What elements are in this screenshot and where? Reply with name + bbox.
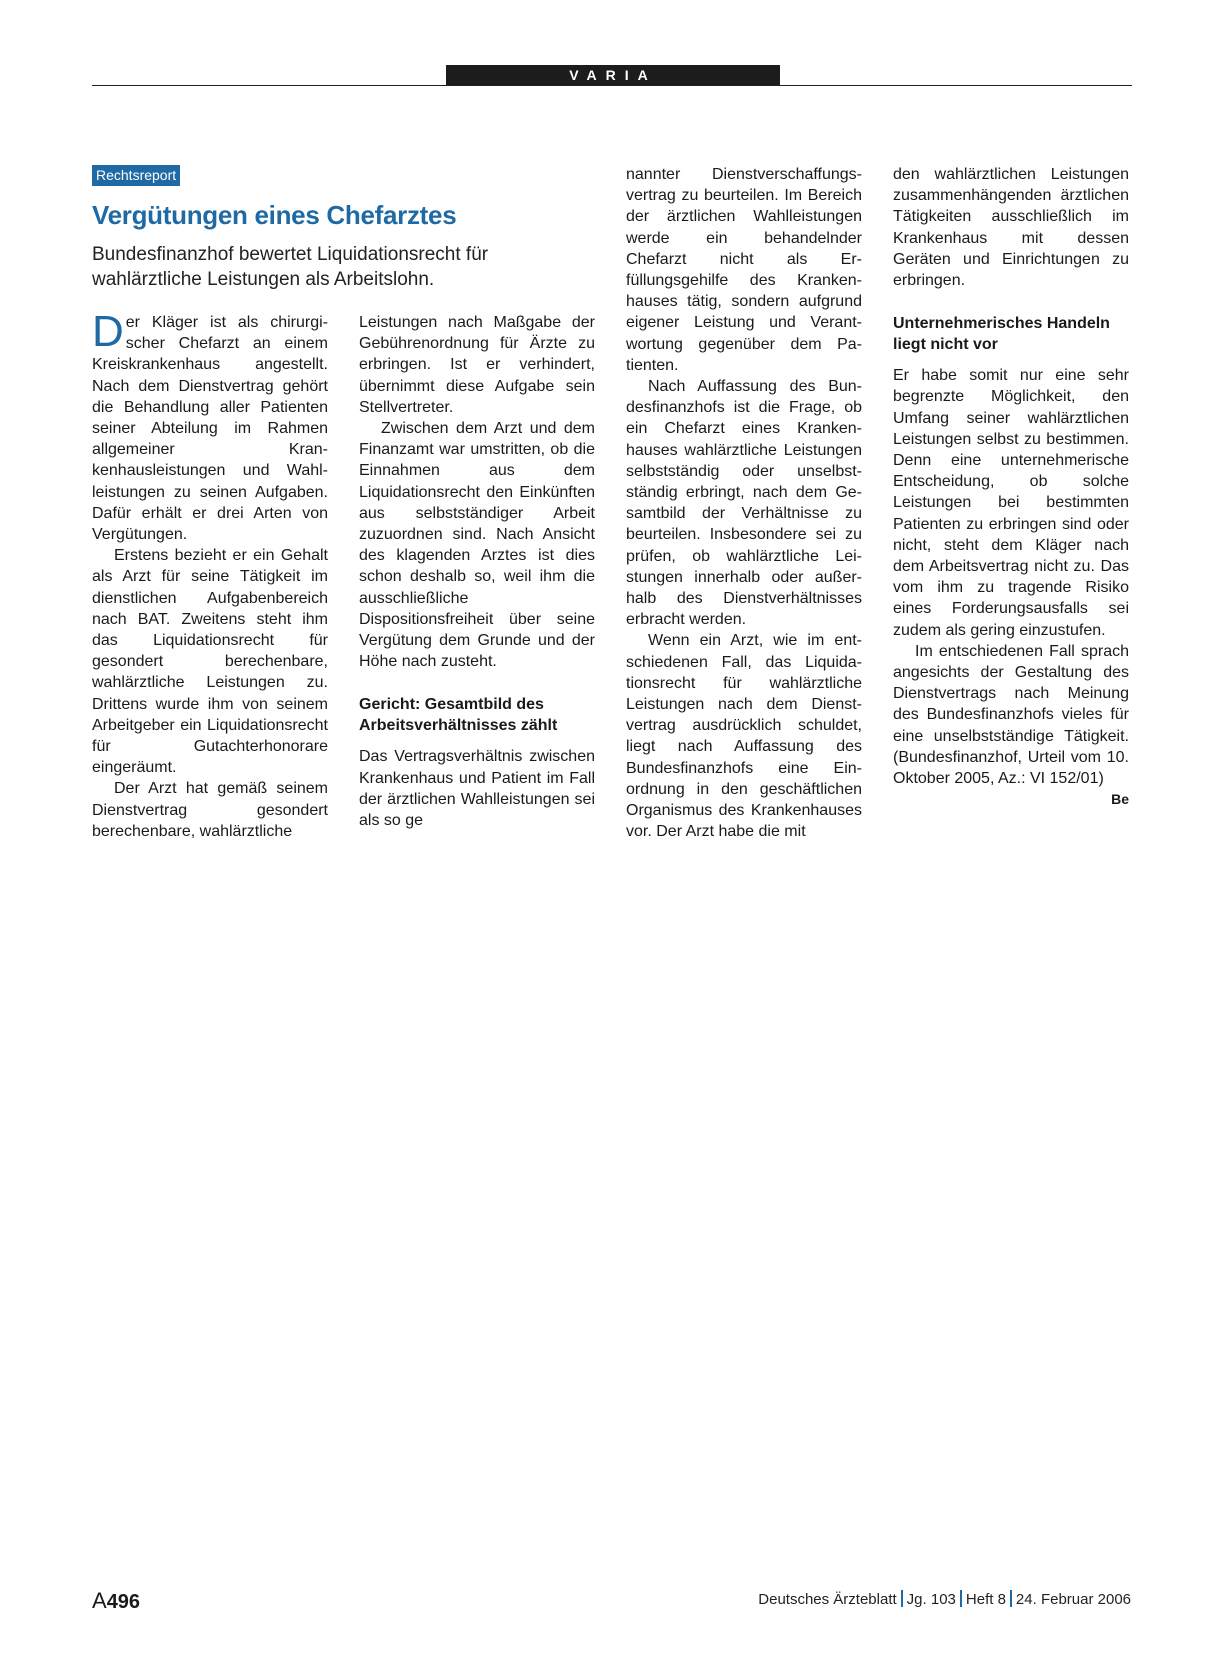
- paragraph: den wahlärztlichen Leistungen zusammenhängenden ärztlichen Tätigkeiten ausschließlich im Krankenhaus mit dessen Geräten und Einrichtungen zu erbringen.: [893, 166, 1129, 290]
- journal-name: Deutsches Ärzteblatt: [758, 1591, 897, 1608]
- paragraph: Das Vertragsverhältnis zwischen Krankenhaus und Patient im Fall der ärztlichen Wahlleistungen sei als so ge: [359, 748, 595, 830]
- author-signature: Be: [1111, 791, 1129, 808]
- paragraph: Der Arzt hat gemäß seinem Dienstvertrag gesondert berechenbare, wahlärztliche: [92, 780, 328, 840]
- paragraph: nannter Dienstverschaffungsvertrag zu beurteilen. Im Bereich der ärztlichen Wahlleistungen werde ein behandelnder Chefarzt nicht als Erfüllungsgehilfe des Krankenhauses tätig, sondern aufgrund eigener Leistung und Verantwortung gegenüber dem Patienten.: [626, 166, 862, 374]
- column-4: [893, 164, 1129, 810]
- header-rule: [92, 85, 1132, 86]
- article-title: Vergütungen eines Chefarztes: [92, 200, 457, 230]
- journal-date: 24. Februar 2006: [1015, 1591, 1131, 1608]
- footer-separator: [960, 1590, 962, 1607]
- column-2: [359, 312, 595, 831]
- page-prefix: A: [92, 1588, 107, 1613]
- column-3: [626, 164, 862, 843]
- section-label: VARIA: [446, 65, 780, 86]
- column-1: [92, 307, 328, 842]
- journal-footer: [758, 1590, 1131, 1608]
- paragraph: Zwischen dem Arzt und dem Finanzamt war umstritten, ob die Einnahmen aus dem Liquidationsrecht den Einkünften aus selbstständiger Arbeit zuzuordnen sind. Nach Ansicht des klagenden Arztes ist dies schon deshalb so, weil ihm die ausschließliche Dispositionsfreiheit über seine Vergütung dem Grunde und der Höhe nach zusteht.: [359, 420, 595, 671]
- page-number: [92, 1588, 140, 1614]
- journal-issue: Heft 8: [965, 1591, 1006, 1608]
- rubric-badge: Rechtsreport: [92, 165, 180, 186]
- footer-separator: [1010, 1590, 1012, 1607]
- page-number-value: 496: [106, 1591, 141, 1613]
- article-lead: Bundesfinanzhof bewertet Liquidationsrecht für wahlärztliche Leistungen als Arbeitslohn.: [92, 244, 489, 290]
- journal-volume: Jg. 103: [906, 1591, 956, 1608]
- paragraph: Wenn ein Arzt, wie im entschiedenen Fall, das Liquidationsrecht für wahlärztliche Leistungen nach dem Dienstvertrag ausdrücklich schuldet, liegt nach Auffassung des Bundesfinanzhofs eine Einordnung in den geschäftlichen Organismus des Krankenhauses vor. Der Arzt habe die mit: [626, 632, 862, 841]
- drop-cap: D: [92, 307, 124, 356]
- paragraph: Leistungen nach Maßgabe der Gebührenordnung für Ärzte zu erbringen. Ist er verhindert, übernimmt diese Aufgabe sein Stellvertreter.: [359, 314, 595, 416]
- paragraph: Nach Auffassung des Bundesfinanzhofs ist die Frage, ob ein Chefarzt eines Krankenhauses wahlärztliche Leistungen selbstständig oder unselbstständig erbringt, nach dem Gesamtbild der Verhältnisse zu beurteilen. Insbesondere sei zu prüfen, ob wahlärztliche Leistungen innerhalb oder außerhalb des Dienstverhältnisses erbracht werden.: [626, 378, 862, 629]
- paragraph: Erstens bezieht er ein Gehalt als Arzt für seine Tätigkeit im dienstlichen Aufgabenbereich nach BAT. Zweitens steht ihm das Liquidationsrecht für gesondert berechenbare, wahlärztliche Leistungen zu. Drittens wurde ihm von seinem Arbeitgeber ein Liquidationsrecht für Gutachterhonorare eingeräumt.: [92, 547, 328, 777]
- paragraph: Im entschiedenen Fall sprach angesichts der Gestaltung des Dienstvertrags nach Meinung des Bundesfinanzhofs vieles für eine unselbstständige Tätigkeit. (Bundesfinanzhof, Urteil vom 10. Oktober 2005, Az.: VI 152/01) Be: [893, 641, 1129, 789]
- paragraph: Der Kläger ist als chirurgischer Chefarzt an einem Kreiskrankenhaus angestellt. Nach dem Dienstvertrag gehört die Behandlung aller Patienten seiner Abteilung im Rahmen allgemeiner Krankenhausleistungen und Wahlleistungen zu seinen Aufgaben. Dafür erhält er drei Arten von Vergütungen.: [92, 307, 328, 544]
- footer-separator: [901, 1590, 903, 1607]
- subheading: Unternehmerisches Handeln liegt nicht vor: [893, 315, 1110, 354]
- paragraph: Er habe somit nur eine sehr begrenzte Möglichkeit, den Umfang seiner wahlärztlichen Leistungen selbst zu bestimmen. Denn eine unternehmerische Entscheidung, ob solche Leistungen bei bestimmten Patienten zu erbringen sind oder nicht, steht dem Kläger nach dem Arbeitsvertrag nicht zu. Das vom ihm zu tragende Risiko eines Forderungsausfalls sei zudem als gering einzustufen.: [893, 367, 1129, 639]
- subheading: Gericht: Gesamtbild des Arbeitsverhältnisses zählt: [359, 696, 558, 735]
